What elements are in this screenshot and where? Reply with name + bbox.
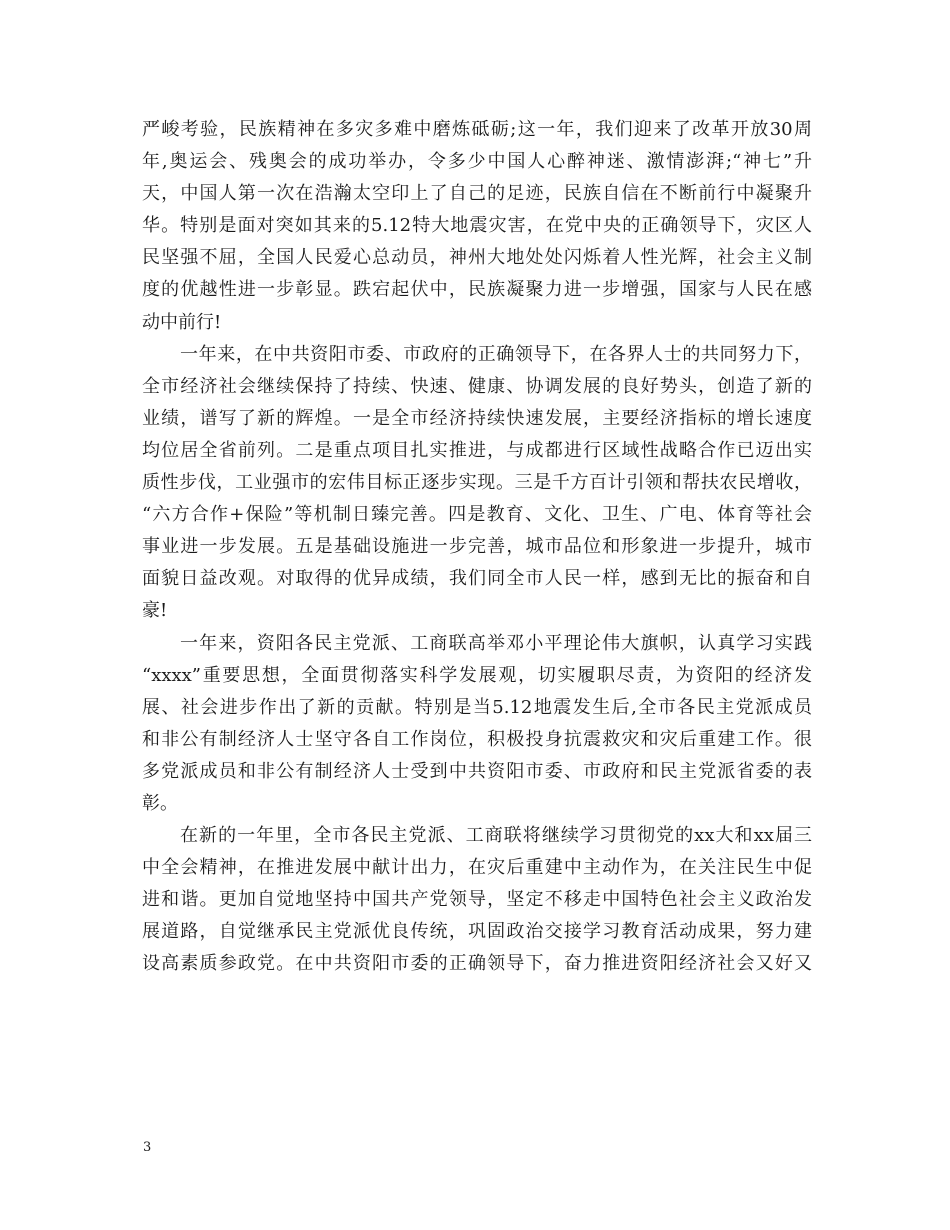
paragraph-2-line-1: 一年来，在中共资阳市委、市政府的正确领导下，在各界人士的共同努力下， [180,343,812,365]
paragraph-3-line-4: 和非公有制经济人士坚守各自工作岗位，积极投身抗震救灾和灾后重建工作。很 [142,728,812,750]
document-body [142,114,812,981]
paragraph-1-line-5: 民坚强不屈，全国人民爱心总动员，神州大地处处闪烁着人性光辉，社会主义制 [142,247,812,269]
paragraph-3-line-5: 多党派成员和非公有制经济人士受到中共资阳市委、市政府和民主党派省委的表 [142,760,812,782]
paragraph-2-line-4: 均位居全省前列。二是重点项目扎实推进，与成都进行区域性战略合作已迈出实 [142,439,812,461]
paragraph-4-line-3: 进和谐。更加自觉地坚持中国共产党领导，坚定不移走中国特色社会主义政治发 [142,889,812,911]
paragraph-2-line-2: 全市经济社会继续保持了持续、快速、健康、协调发展的良好势头，创造了新的 [142,375,812,397]
paragraph-3-line-2: “xxxx”重要思想，全面贯彻落实科学发展观，切实履职尽责，为资阳的经济发 [142,664,812,686]
paragraph-1-line-1: 严峻考验，民族精神在多灾多难中磨炼砥砺;这一年，我们迎来了改革开放30周 [142,119,812,140]
paragraph-1-line-6: 度的优越性进一步彰显。跌宕起伏中，民族凝聚力进一步增强，国家与人民在感 [142,279,812,301]
paragraph-3-line-1: 一年来，资阳各民主党派、工商联高举邓小平理论伟大旗帜，认真学习实践 [180,632,812,654]
paragraph-2-line-8: 面貌日益改观。对取得的优异成绩，我们同全市人民一样，感到无比的振奋和自 [142,568,812,590]
page-number: 3 [143,1140,152,1155]
paragraph-2-line-3: 业绩，谱写了新的辉煌。一是全市经济持续快速发展，主要经济指标的增长速度 [142,407,812,429]
paragraph-2-line-9: 豪! [142,600,168,622]
paragraph-3-line-6: 彰。 [142,792,178,814]
paragraph-4-line-5: 设高素质参政党。在中共资阳市委的正确领导下，奋力推进资阳经济社会又好又 [142,953,812,975]
paragraph-1-line-3: 天，中国人第一次在浩瀚太空印上了自己的足迹，民族自信在不断前行中凝聚升 [142,183,812,205]
paragraph-3-line-3: 展、社会进步作出了新的贡献。特别是当5.12地震发生后,全市各民主党派成员 [142,696,812,718]
paragraph-1-line-4: 华。特别是面对突如其来的5.12特大地震灾害，在党中央的正确领导下，灾区人 [142,215,812,237]
paragraph-2-line-6: “六方合作+保险”等机制日臻完善。四是教育、文化、卫生、广电、体育等社会 [142,504,812,526]
paragraph-1-line-7: 动中前行! [142,311,222,333]
paragraph-4-line-4: 展道路，自觉继承民主党派优良传统，巩固政治交接学习教育活动成果，努力建 [142,921,812,943]
paragraph-1-line-2: 年,奥运会、残奥会的成功举办，令多少中国人心醉神迷、激情澎湃;“神七”升 [142,151,812,173]
paragraph-2-line-5: 质性步伐，工业强市的宏伟目标正逐步实现。三是千方百计引领和帮扶农民增收， [142,472,812,494]
paragraph-4-line-1: 在新的一年里，全市各民主党派、工商联将继续学习贯彻党的xx大和xx届三 [180,825,812,847]
paragraph-4-line-2: 中全会精神，在推进发展中献计出力，在灾后重建中主动作为，在关注民生中促 [142,857,812,879]
paragraph-2-line-7: 事业进一步发展。五是基础设施进一步完善，城市品位和形象进一步提升，城市 [142,536,812,558]
